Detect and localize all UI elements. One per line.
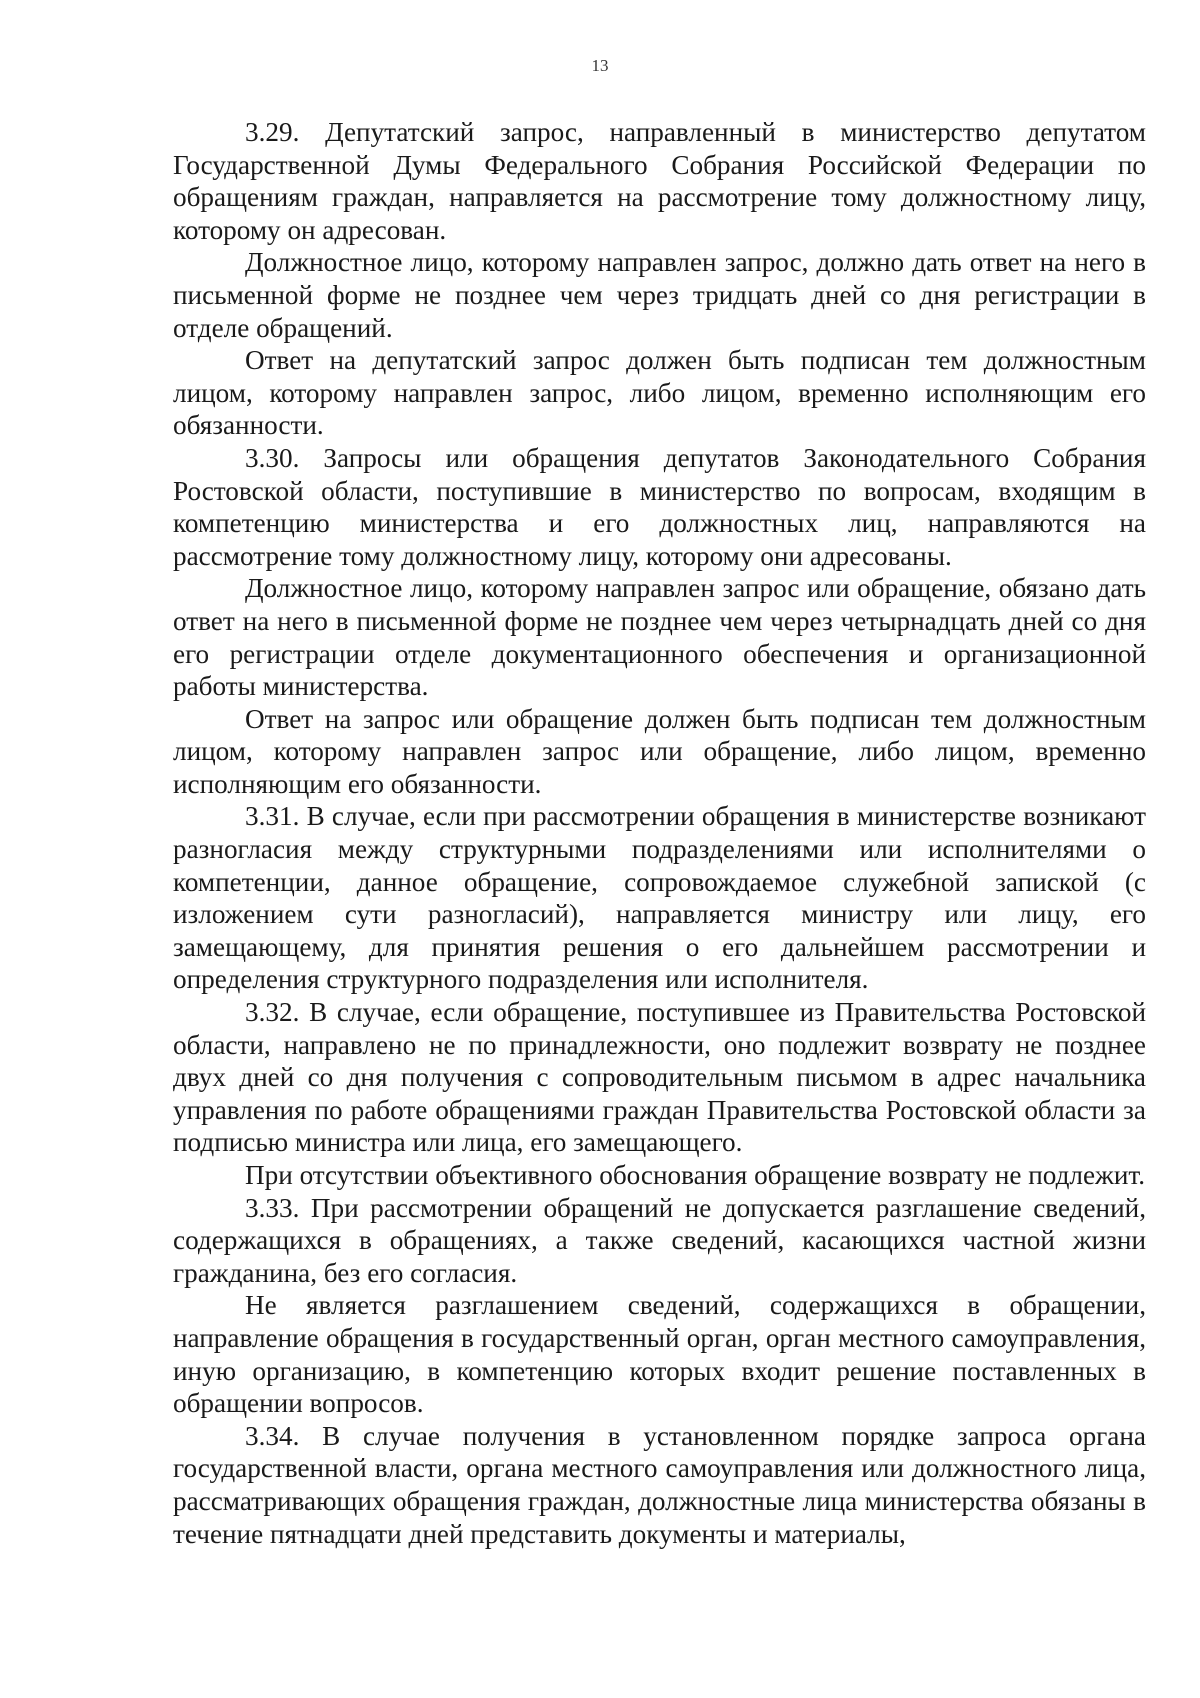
paragraph-3-32-no-return: При отсутствии объективного обоснования обращение возврату не подлежит. bbox=[245, 1160, 1146, 1190]
paragraph-3-31: 3.31. В случае, если при рассмотрении обращения в министерстве возникают разногласия между структурными подразделениями или исполнителями о компетенции, данное обращение, сопровождаемое служебной запиской (с изложением сути разногласий), направляется министру или лицу, его замещающему, для принятия решения о его дальнейшем рассмотрении и определения структурного подразделения или исполнителя. bbox=[173, 801, 1146, 995]
paragraph-3-29-signature: Ответ на депутатский запрос должен быть подписан тем должностным лицом, которому направлен запрос, либо лицом, временно исполняющим его обязанности. bbox=[173, 345, 1146, 441]
document-body bbox=[173, 116, 1146, 1550]
paragraph-3-33: 3.33. При рассмотрении обращений не допускается разглашение сведений, содержащихся в обращениях, а также сведений, касающихся частной жизни гражданина, без его согласия. bbox=[173, 1192, 1146, 1288]
paragraph-3-30-response-deadline: Должностное лицо, которому направлен запрос или обращение, обязано дать ответ на него в письменной форме не позднее чем через четырнадцать дней со дня его регистрации отделе документационного обеспечения и организационной работы министерства. bbox=[173, 573, 1146, 702]
paragraph-3-30: 3.30. Запросы или обращения депутатов Законодательного Собрания Ростовской области, поступившие в министерство по вопросам, входящим в компетенцию министерства и его должностных лиц, направляются на рассмотрение тому должностному лицу, которому они адресованы. bbox=[173, 442, 1146, 571]
page-number: 13 bbox=[591, 56, 609, 75]
paragraph-3-29-response-deadline: Должностное лицо, которому направлен запрос, должно дать ответ на него в письменной форме не позднее чем через тридцать дней со дня регистрации в отделе обращений. bbox=[173, 247, 1146, 343]
paragraph-3-33-exception: Не является разглашением сведений, содержащихся в обращении, направление обращения в государственный орган, орган местного самоуправления, иную организацию, в компетенцию которых входит решение поставленных в обращении вопросов. bbox=[173, 1290, 1146, 1419]
paragraph-3-30-signature: Ответ на запрос или обращение должен быть подписан тем должностным лицом, которому направлен запрос или обращение, либо лицом, временно исполняющим его обязанности. bbox=[173, 703, 1146, 799]
paragraph-3-29: 3.29. Депутатский запрос, направленный в министерство депутатом Государственной Думы Федерального Собрания Российской Федерации по обращениям граждан, направляется на рассмотрение тому должностному лицу, которому он адресован. bbox=[173, 117, 1146, 245]
paragraph-3-32: 3.32. В случае, если обращение, поступившее из Правительства Ростовской области, направлено не по принадлежности, оно подлежит возврату не позднее двух дней со дня получения с сопроводительным письмом в адрес начальника управления по работе обращениями граждан Правительства Ростовской области за подписью министра или лица, его замещающего. bbox=[173, 997, 1146, 1158]
paragraph-3-34: 3.34. В случае получения в установленном порядке запроса органа государственной власти, органа местного самоуправления или должностного лица, рассматривающих обращения граждан, должностные лица министерства обязаны в течение пятнадцати дней представить документы и материалы, bbox=[173, 1420, 1146, 1549]
